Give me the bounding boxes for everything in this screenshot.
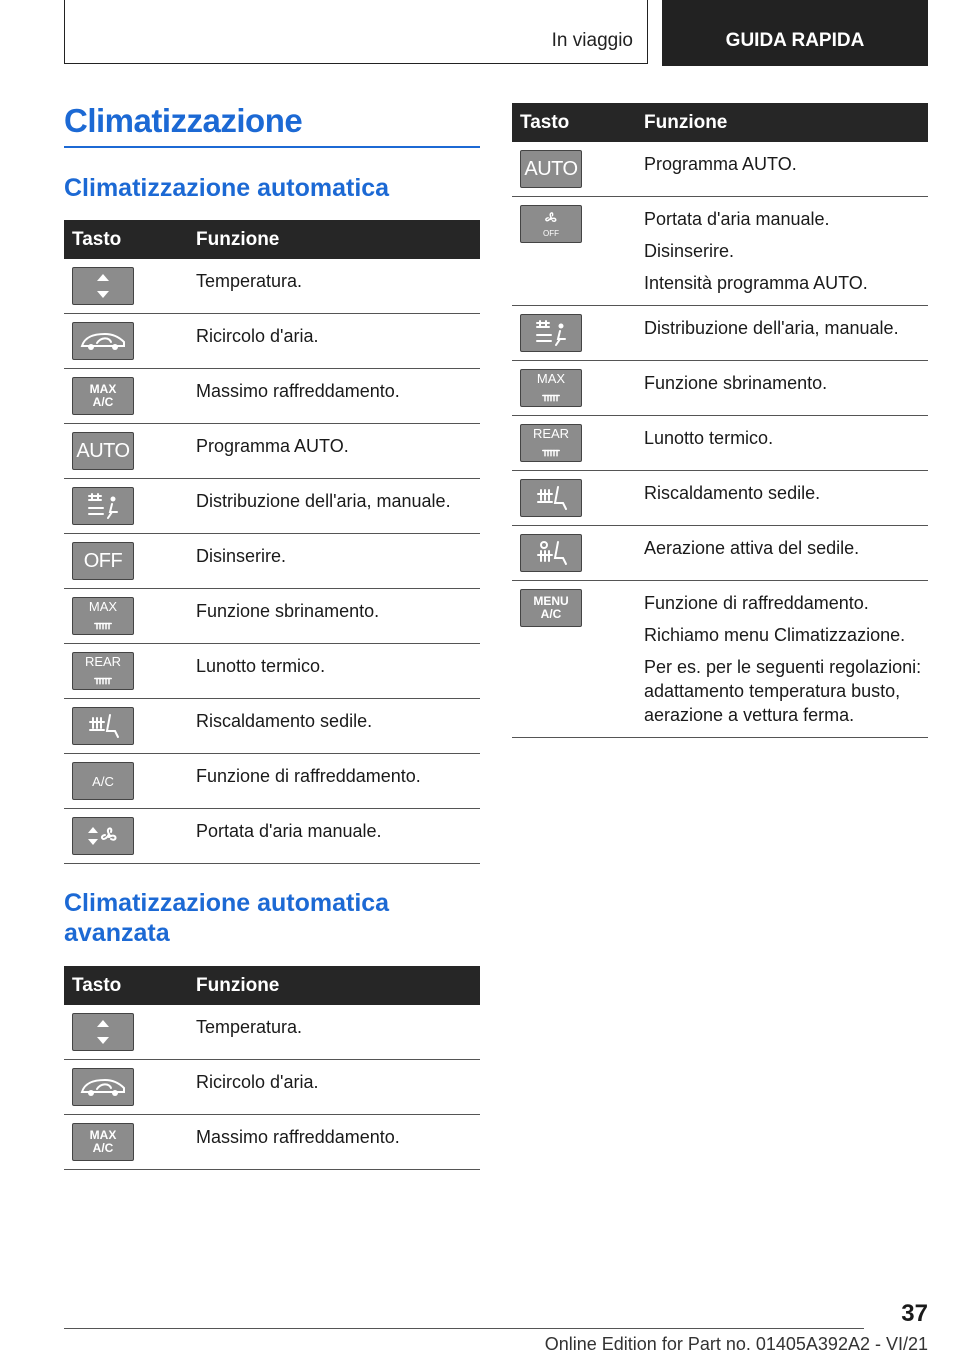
auto-icon: AUTO	[72, 432, 134, 470]
function-text: Funzione sbrinamento.	[196, 601, 380, 621]
table-row	[64, 589, 480, 644]
section-heading-advanced: Climatizzazione automatica avanzata	[64, 889, 390, 947]
seat-heating-icon	[72, 707, 134, 745]
key-cell	[64, 809, 196, 864]
max-defrost-icon: MAX	[520, 369, 582, 407]
table-row	[64, 754, 480, 809]
col-header-key: Tasto	[64, 220, 196, 259]
key-cell	[64, 1060, 196, 1115]
max-defrost-icon: MAX	[72, 597, 134, 635]
function-cell	[196, 589, 480, 644]
seat-ventilation-icon	[520, 534, 582, 572]
function-cell	[644, 471, 928, 526]
table-row	[64, 699, 480, 754]
table-row	[64, 1060, 480, 1115]
key-cell	[512, 361, 644, 416]
left-column	[64, 102, 480, 1170]
function-text: Ricircolo d'aria.	[196, 1072, 319, 1092]
seat-heating-icon	[520, 479, 582, 517]
function-cell	[196, 1060, 480, 1115]
function-text: Disinserire.	[644, 241, 735, 261]
function-cell	[644, 526, 928, 581]
function-cell	[196, 1005, 480, 1060]
function-cell	[644, 361, 928, 416]
title-block	[64, 102, 480, 148]
col-header-key: Tasto	[64, 966, 196, 1005]
fan-off-icon: OFF	[520, 205, 582, 243]
function-cell	[644, 416, 928, 471]
table-row	[64, 424, 480, 479]
key-cell	[64, 644, 196, 699]
keys-table-auto	[64, 220, 480, 864]
key-cell	[512, 471, 644, 526]
function-text: Disinserire.	[196, 546, 287, 566]
section-heading-auto: Climatizzazione automatica	[64, 174, 390, 202]
table-row	[64, 369, 480, 424]
key-cell	[64, 314, 196, 369]
edition-label: Online Edition for Part no. 01405A392A2 - VI/21	[544, 1334, 928, 1354]
function-text: Funzione di raffreddamento.	[644, 593, 869, 613]
table-row	[64, 314, 480, 369]
key-cell	[512, 526, 644, 581]
off-icon: OFF	[72, 542, 134, 580]
rear-defrost-icon: REAR	[520, 424, 582, 462]
ac-icon: A/C	[72, 762, 134, 800]
table-row	[512, 361, 928, 416]
function-text: Portata d'aria manuale.	[196, 821, 382, 841]
key-cell	[512, 197, 644, 306]
chapter-tab	[662, 0, 928, 66]
function-cell	[196, 479, 480, 534]
max-ac-icon: MAX A/C	[72, 1123, 134, 1161]
key-cell	[64, 259, 196, 314]
col-header-key: Tasto	[512, 103, 644, 142]
col-header-function: Funzione	[644, 103, 928, 142]
function-cell	[196, 424, 480, 479]
function-cell	[196, 534, 480, 589]
table-row	[512, 471, 928, 526]
keys-table-advanced-right	[512, 103, 928, 738]
key-cell	[64, 1005, 196, 1060]
table-row	[512, 581, 928, 738]
function-text: Massimo raffreddamento.	[196, 1127, 400, 1147]
table-row	[512, 197, 928, 306]
rear-defrost-icon: REAR	[72, 652, 134, 690]
key-cell	[64, 479, 196, 534]
right-column	[512, 103, 928, 738]
table-row	[64, 809, 480, 864]
function-cell	[644, 142, 928, 197]
function-text: Distribuzione dell'aria, manuale.	[644, 318, 899, 338]
function-cell	[196, 644, 480, 699]
chapter-tab-label: GUIDA RAPIDA	[725, 30, 865, 51]
function-text: Temperatura.	[196, 271, 303, 291]
table-row	[64, 534, 480, 589]
function-text: Funzione di raffreddamento.	[196, 766, 421, 786]
key-cell	[64, 589, 196, 644]
table-row	[64, 644, 480, 699]
footer-rule	[64, 1328, 864, 1329]
table-row	[64, 259, 480, 314]
recirculation-icon	[72, 1068, 134, 1106]
function-text: Programma AUTO.	[644, 154, 797, 174]
table-row	[512, 416, 928, 471]
section-label: In viaggio	[551, 30, 633, 51]
key-cell	[64, 369, 196, 424]
function-text: Intensità programma AUTO.	[644, 273, 868, 293]
table-row	[512, 526, 928, 581]
function-cell	[644, 197, 928, 306]
function-text: Riscaldamento sedile.	[644, 483, 821, 503]
fan-speed-icon	[72, 817, 134, 855]
function-cell	[196, 369, 480, 424]
max-ac-icon: MAX A/C	[72, 377, 134, 415]
auto-icon: AUTO	[520, 150, 582, 188]
table-row	[512, 306, 928, 361]
function-cell	[196, 259, 480, 314]
function-text: Lunotto termico.	[644, 428, 774, 448]
key-cell	[512, 306, 644, 361]
section-header	[64, 0, 648, 64]
key-cell	[64, 1115, 196, 1170]
key-cell	[64, 424, 196, 479]
function-text: Programma AUTO.	[196, 436, 349, 456]
function-text: Temperatura.	[196, 1017, 303, 1037]
function-cell	[196, 699, 480, 754]
table-row	[64, 479, 480, 534]
air-distribution-icon	[72, 487, 134, 525]
menu-ac-icon: MENU A/C	[520, 589, 582, 627]
key-cell	[512, 581, 644, 738]
function-cell	[644, 581, 928, 738]
key-cell	[512, 416, 644, 471]
key-cell	[64, 754, 196, 809]
key-cell	[64, 534, 196, 589]
function-cell	[196, 314, 480, 369]
table-row	[64, 1005, 480, 1060]
function-text: Funzione sbrinamento.	[644, 373, 828, 393]
page-title: Climatizzazione	[64, 102, 303, 139]
page-number: 37	[901, 1300, 928, 1327]
col-header-function: Funzione	[196, 966, 480, 1005]
function-text: Ricircolo d'aria.	[196, 326, 319, 346]
col-header-function: Funzione	[196, 220, 480, 259]
key-cell	[64, 699, 196, 754]
function-text: Lunotto termico.	[196, 656, 326, 676]
recirculation-icon	[72, 322, 134, 360]
function-cell	[644, 306, 928, 361]
function-text: Massimo raffreddamento.	[196, 381, 400, 401]
function-text: Per es. per le seguenti regolazioni: adattamento temperatura busto, aerazione a vettura ferma.	[644, 657, 922, 725]
key-cell	[512, 142, 644, 197]
function-text: Distribuzione dell'aria, manuale.	[196, 491, 451, 511]
function-cell	[196, 1115, 480, 1170]
temperature-arrows-icon	[72, 267, 134, 305]
function-text: Riscaldamento sedile.	[196, 711, 373, 731]
function-cell	[196, 754, 480, 809]
function-text: Portata d'aria manuale.	[644, 209, 830, 229]
air-distribution-icon	[520, 314, 582, 352]
function-cell	[196, 809, 480, 864]
keys-table-advanced-left	[64, 966, 480, 1170]
table-row	[64, 1115, 480, 1170]
table-row	[512, 142, 928, 197]
temperature-arrows-icon	[72, 1013, 134, 1051]
function-text: Richiamo menu Climatizzazione.	[644, 625, 906, 645]
function-text: Aerazione attiva del sedile.	[644, 538, 860, 558]
page-header	[64, 0, 928, 66]
